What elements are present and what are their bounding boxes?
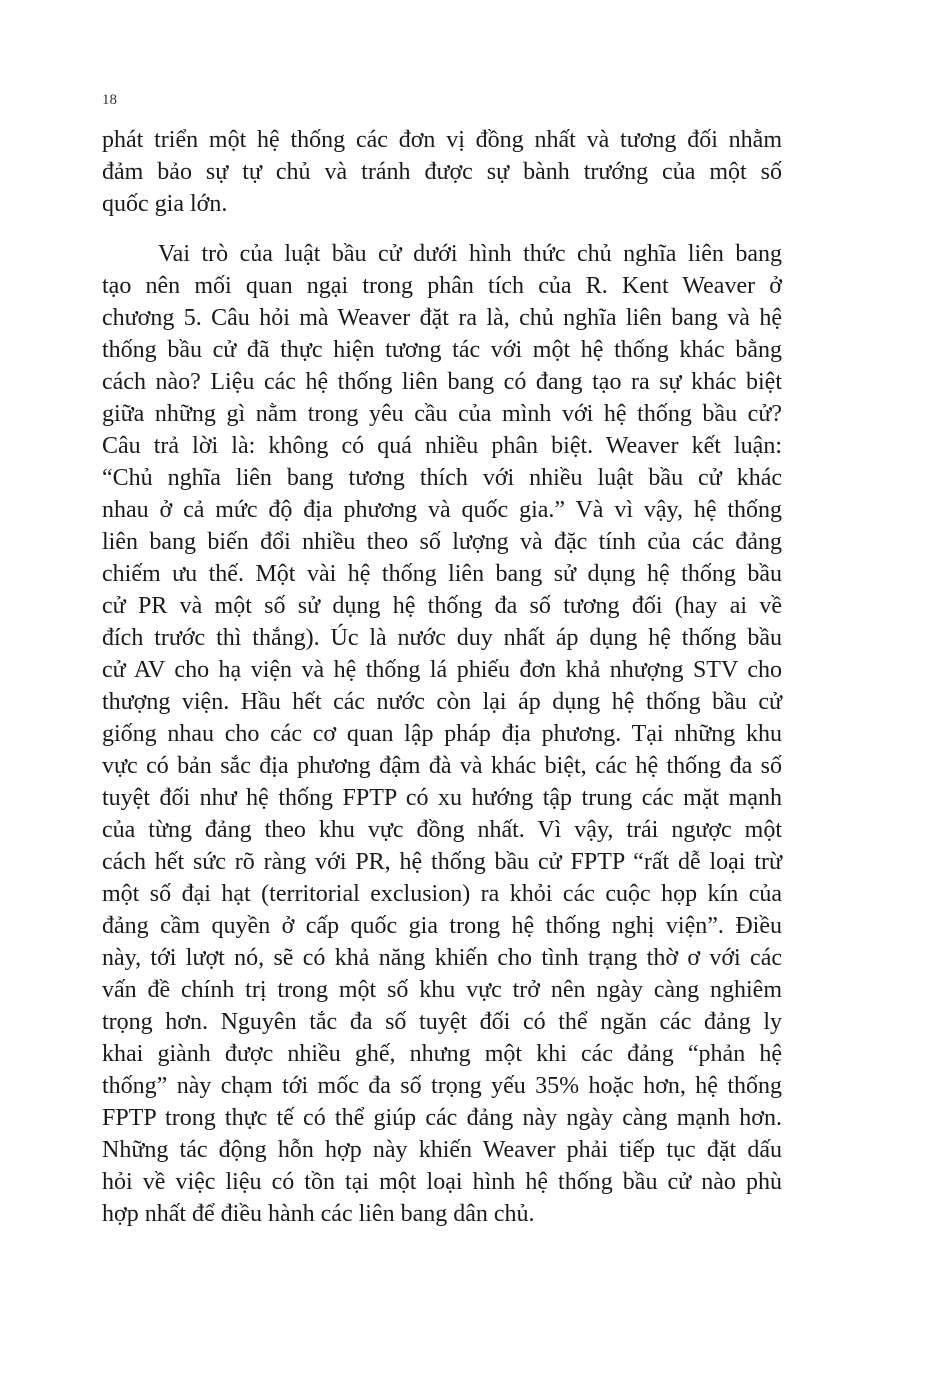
text-line: cử PR và một số sử dụng hệ thống đa số tương đối (hay ai về — [102, 593, 782, 619]
paragraph-1 — [102, 124, 782, 220]
text-line: cách nào? Liệu các hệ thống liên bang có đang tạo ra sự khác biệt — [102, 369, 782, 395]
text-line: cử AV cho hạ viện và hệ thống lá phiếu đơn khả nhượng STV cho — [102, 657, 782, 683]
text-line: phát triển một hệ thống các đơn vị đồng nhất và tương đối nhằm — [102, 127, 782, 153]
text-line: đảng cầm quyền ở cấp quốc gia trong hệ thống nghị viện”. Điều — [102, 913, 782, 939]
text-line: quốc gia lớn. — [102, 191, 228, 217]
text-line: liên bang biến đổi nhiều theo số lượng và đặc tính của các đảng — [102, 529, 782, 555]
text-line: vấn đề chính trị trong một số khu vực trở nên ngày càng nghiêm — [102, 977, 782, 1003]
text-line: hỏi về việc liệu có tồn tại một loại hình hệ thống bầu cử nào phù — [102, 1169, 782, 1195]
text-line: thống bầu cử đã thực hiện tương tác với một hệ thống khác bằng — [102, 337, 782, 363]
paragraph-2 — [102, 238, 782, 1230]
text-line: nhau ở cả mức độ địa phương và quốc gia.” Và vì vậy, hệ thống — [102, 497, 782, 523]
text-line: giống nhau cho các cơ quan lập pháp địa phương. Tại những khu — [102, 721, 782, 747]
text-line: này, tới lượt nó, sẽ có khả năng khiến cho tình trạng thờ ơ với các — [102, 945, 782, 971]
text-line: của từng đảng theo khu vực đồng nhất. Vì vậy, trái ngược một — [102, 817, 782, 843]
text-line: thống” này chạm tới mốc đa số trọng yếu 35% hoặc hơn, hệ thống — [102, 1073, 782, 1099]
text-line: đích trước thì thắng). Úc là nước duy nhất áp dụng hệ thống bầu — [102, 625, 782, 651]
text-line: giữa những gì nằm trong yêu cầu của mình với hệ thống bầu cử? — [102, 401, 782, 427]
text-line: hợp nhất để điều hành các liên bang dân chủ. — [102, 1201, 535, 1227]
page-number: 18 — [102, 92, 117, 108]
text-line: chương 5. Câu hỏi mà Weaver đặt ra là, chủ nghĩa liên bang và hệ — [102, 305, 782, 331]
text-line: một số đại hạt (territorial exclusion) ra khỏi các cuộc họp kín của — [102, 881, 782, 907]
text-line: tạo nên mối quan ngại trong phân tích của R. Kent Weaver ở — [102, 273, 782, 299]
text-line: thượng viện. Hầu hết các nước còn lại áp dụng hệ thống bầu cử — [102, 689, 782, 715]
text-line: khai giành được nhiều ghế, nhưng một khi các đảng “phản hệ — [102, 1041, 782, 1067]
text-line: Vai trò của luật bầu cử dưới hình thức chủ nghĩa liên bang — [158, 241, 782, 267]
text-line: Những tác động hỗn hợp này khiến Weaver phải tiếp tục đặt dấu — [102, 1137, 782, 1163]
text-line: Câu trả lời là: không có quá nhiều phân biệt. Weaver kết luận: — [102, 433, 782, 459]
text-line: cách hết sức rõ ràng với PR, hệ thống bầu cử FPTP “rất dễ loại trừ — [102, 849, 782, 875]
text-line: vực có bản sắc địa phương đậm đà và khác biệt, các hệ thống đa số — [102, 753, 782, 779]
text-line: trọng hơn. Nguyên tắc đa số tuyệt đối có thể ngăn các đảng ly — [102, 1009, 782, 1035]
text-line: “Chủ nghĩa liên bang tương thích với nhiều luật bầu cử khác — [102, 465, 782, 491]
text-line: chiếm ưu thế. Một vài hệ thống liên bang sử dụng hệ thống bầu — [102, 561, 782, 587]
text-line: đảm bảo sự tự chủ và tránh được sự bành trướng của một số — [102, 159, 782, 185]
text-line: FPTP trong thực tế có thể giúp các đảng này ngày càng mạnh hơn. — [102, 1105, 782, 1131]
text-line: tuyệt đối như hệ thống FPTP có xu hướng tập trung các mặt mạnh — [102, 785, 782, 811]
